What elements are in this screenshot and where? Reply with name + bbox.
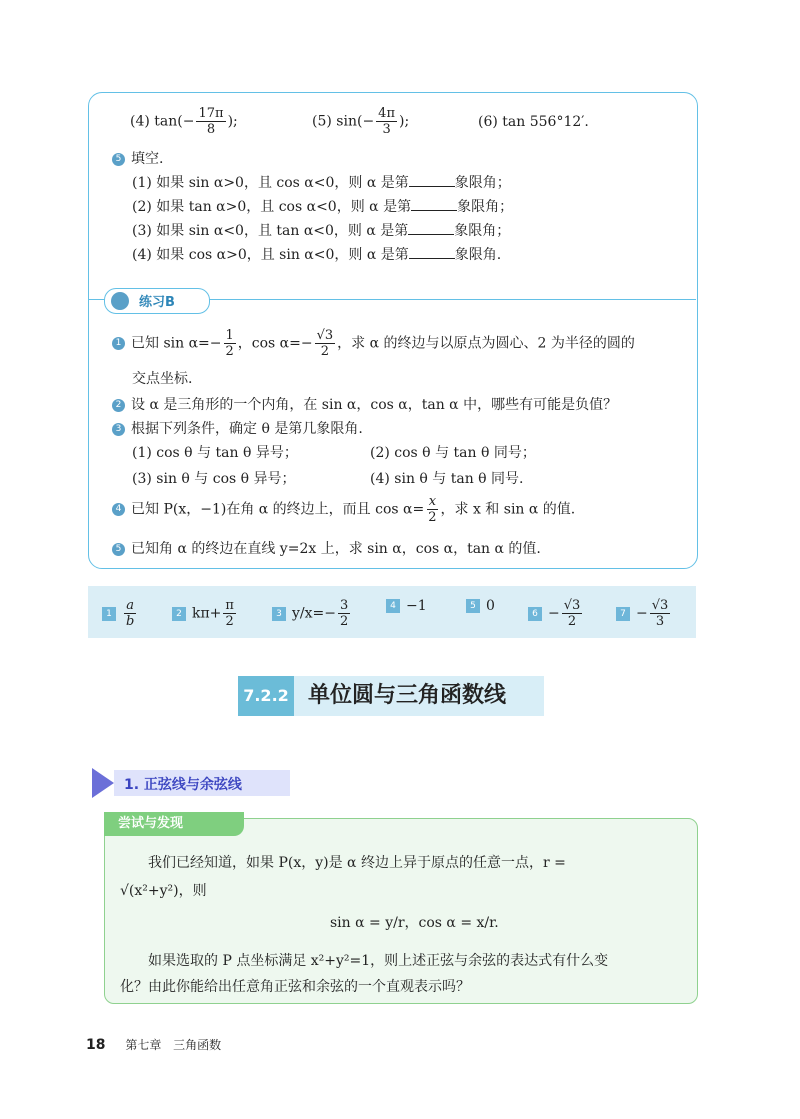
page-footer	[86, 1036, 221, 1053]
pb-q3-2: (2) cos θ 与 tan θ 同号；	[370, 445, 536, 461]
answer-strip	[88, 586, 696, 638]
pb-q3: 3 根据下列条件，确定 θ 是第几象限角.	[112, 418, 363, 438]
q5-line-3: (3) 如果 sin α<0，且 tan α<0，则 α 是第 象限角；	[132, 223, 511, 239]
answer-6: 6 − $\frac{√3}{2}$	[528, 598, 584, 629]
try-formula: sin α = y/r，cos α = x/r.	[330, 915, 499, 931]
try-p2: 如果选取的 P 点坐标满足 x²+y²=1，则上述正弦与余弦的表达式有什么变	[148, 953, 609, 969]
pb-q1: 1 已知 sin α=− $\frac{1}{2}$ ，cos α=− $\frac{√3}{2}$ ，求 α 的终边与以原点为圆心、2 为半径的圆的	[112, 328, 635, 359]
subsection-title: 1. 正弦线与余弦线	[124, 777, 242, 793]
answer-4: 4 −1	[386, 598, 427, 614]
answer-2: 2 kπ+ $\frac{\pi}{2}$	[172, 598, 238, 629]
answer-7: 7 − $\frac{√3}{3}$	[616, 598, 672, 629]
q5-line-1: (1) 如果 sin α>0，且 cos α<0，则 α 是第 象限角；	[132, 175, 511, 191]
pb-q3-1: (1) cos θ 与 tan θ 异号；	[132, 445, 298, 461]
item-6: (6) tan 556°12′.	[478, 114, 589, 130]
try-p1: 我们已经知道，如果 P(x，y)是 α 终边上异于原点的任意一点，r =	[148, 855, 566, 871]
practice-b-label: 练习B	[139, 295, 175, 310]
item-5: (5) sin(− $\frac{4\pi}{3}$ );	[312, 106, 410, 137]
item-4: (4) tan(− $\frac{17\pi}{8}$ );	[130, 106, 238, 137]
pb-q3-4: (4) sin θ 与 tan θ 同号.	[370, 471, 524, 487]
try-discover-tab: 尝试与发现	[104, 812, 244, 836]
pb-q4-badge: 4	[112, 503, 125, 516]
subsection-heading	[92, 768, 292, 798]
pb-q4: 4 已知 P(x，−1)在角 α 的终边上，而且 cos α= $\frac{x}{2}$ ，求 x 和 sin α 的值.	[112, 494, 575, 525]
practice-b-badge	[104, 288, 210, 314]
globe-icon	[111, 292, 129, 310]
q5-line-4: (4) 如果 cos α>0，且 sin α<0，则 α 是第 象限角.	[132, 247, 502, 263]
section-number: 7.2.2	[238, 676, 294, 716]
pb-q1-cont: 交点坐标.	[132, 371, 193, 387]
pb-q5-badge: 5	[112, 543, 125, 556]
pb-q2-badge: 2	[112, 399, 125, 412]
chapter-label: 第七章	[125, 1038, 162, 1052]
try-p3: 化？由此你能给出任意角正弦和余弦的一个直观表示吗？	[120, 979, 470, 995]
try-p1b: √(x²+y²)，则	[120, 883, 207, 899]
q5-title: 5 填空.	[112, 148, 163, 168]
q5-line-2: (2) 如果 tan α>0，且 cos α<0，则 α 是第 象限角；	[132, 199, 514, 215]
page-number: 18	[86, 1037, 106, 1053]
pb-q5: 5 已知角 α 的终边在直线 y=2x 上，求 sin α，cos α，tan α 的值.	[112, 538, 541, 558]
answer-3: 3 y/x=− $\frac{3}{2}$	[272, 598, 352, 629]
answer-5: 5 0	[466, 598, 495, 614]
q5-badge: 5	[112, 153, 125, 166]
pb-q3-badge: 3	[112, 423, 125, 436]
answer-1: 1 $\frac{a}{b}$	[102, 598, 138, 629]
chapter-title: 三角函数	[173, 1038, 222, 1052]
pb-q2: 2 设 α 是三角形的一个内角，在 sin α，cos α，tan α 中，哪些有可能是负值？	[112, 394, 617, 414]
pb-q1-badge: 1	[112, 337, 125, 350]
section-title: 单位圆与三角函数线	[308, 683, 507, 708]
pb-q3-3: (3) sin θ 与 cos θ 异号；	[132, 471, 296, 487]
section-heading	[238, 676, 544, 716]
